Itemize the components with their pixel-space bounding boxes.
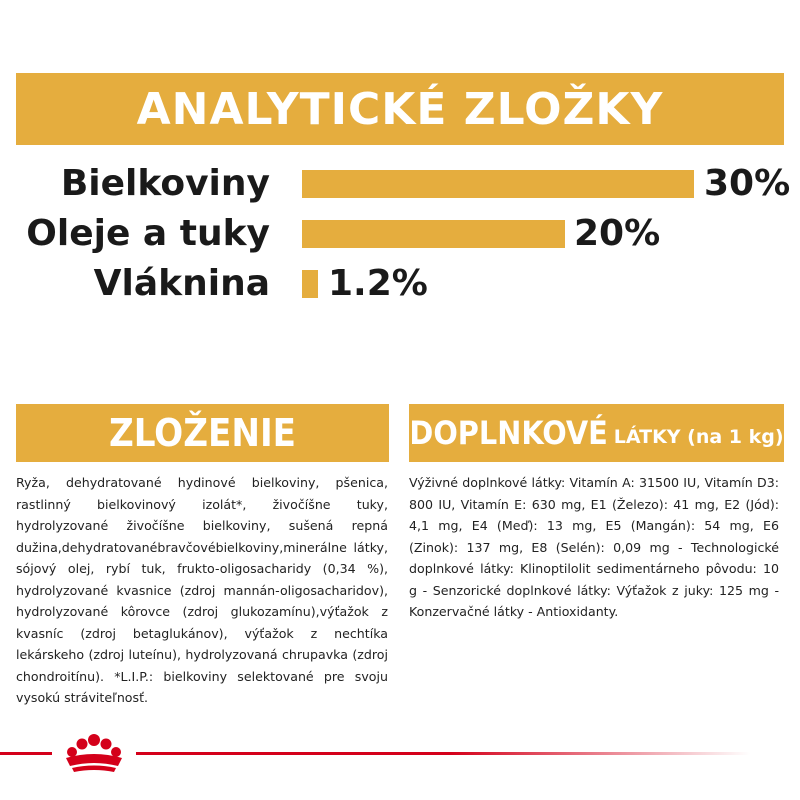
nutrient-row-fat [0,210,800,258]
composition-text: Ryža, dehydratované hydinové bielkoviny, pšenica, rastlinný bielkovinový izolát*, živočíšne tuky, hydrolyzované živočíšne bielkoviny, sušená repná dužina,dehydratovanébravčovébielkoviny,minerálne látky, sójový olej, rybí tuk, frukto-oligosacharidy (0,34 %), hydrolyzované kvasnice (zdroj mannán-oligosacharidov), hydrolyzované kôrovce (zdroj glukozamínu),výťažok z kvasníc (zdroj betaglukánov), výťažok z nechtíka lekárskeho (zdroj luteínu), hydrolyzovaná chrupavka (zdroj chondroitínu). *L.I.P.: bielkoviny selektované pre svoju vysokú stráviteľnosť. [16,475,388,705]
nutrient-row-protein [0,160,800,208]
nutrient-value: 1.2% [328,263,428,304]
nutrient-value: 30% [704,163,791,204]
nutrient-label: Bielkoviny [60,163,270,204]
additives-text: Výživné doplnkové látky: Vitamín A: 31500 IU, Vitamín D3: 800 IU, Vitamín E: 630 mg, E1 (Železo): 41 mg, E2 (Jód): 4,1 mg, E4 (Meď): 13 mg, E5 (Mangán): 54 mg, E6 (Zinok): 137 mg, E8 (Selén): 0,09 mg - Technologické doplnkové látky: Klinoptilolit sedimentárneho pôvodu: 10 g - Senzorické doplnkové látky: Výťažok z juky: 125 mg - Konzervačné látky - Antioxidanty. [409,475,779,619]
analytic-header [16,73,784,145]
nutrient-label: Oleje a tuky [26,213,270,254]
nutrient-bar [302,220,565,248]
nutrient-label: Vláknina [93,263,270,304]
nutrient-bar [302,170,694,198]
additives-header [409,404,784,462]
composition-title: ZLOŽENIE [108,411,297,455]
nutrient-value: 20% [574,213,661,254]
additives-subtitle: LÁTKY (na 1 kg) [613,426,784,448]
additives-title: DOPLNKOVÉ [409,414,608,452]
nutrient-bar [302,270,318,298]
nutrient-row-fiber [0,260,800,308]
analytic-title: ANALYTICKÉ ZLOŽKY [136,83,664,135]
crown-logo-icon [52,728,136,776]
composition-header [16,404,389,462]
